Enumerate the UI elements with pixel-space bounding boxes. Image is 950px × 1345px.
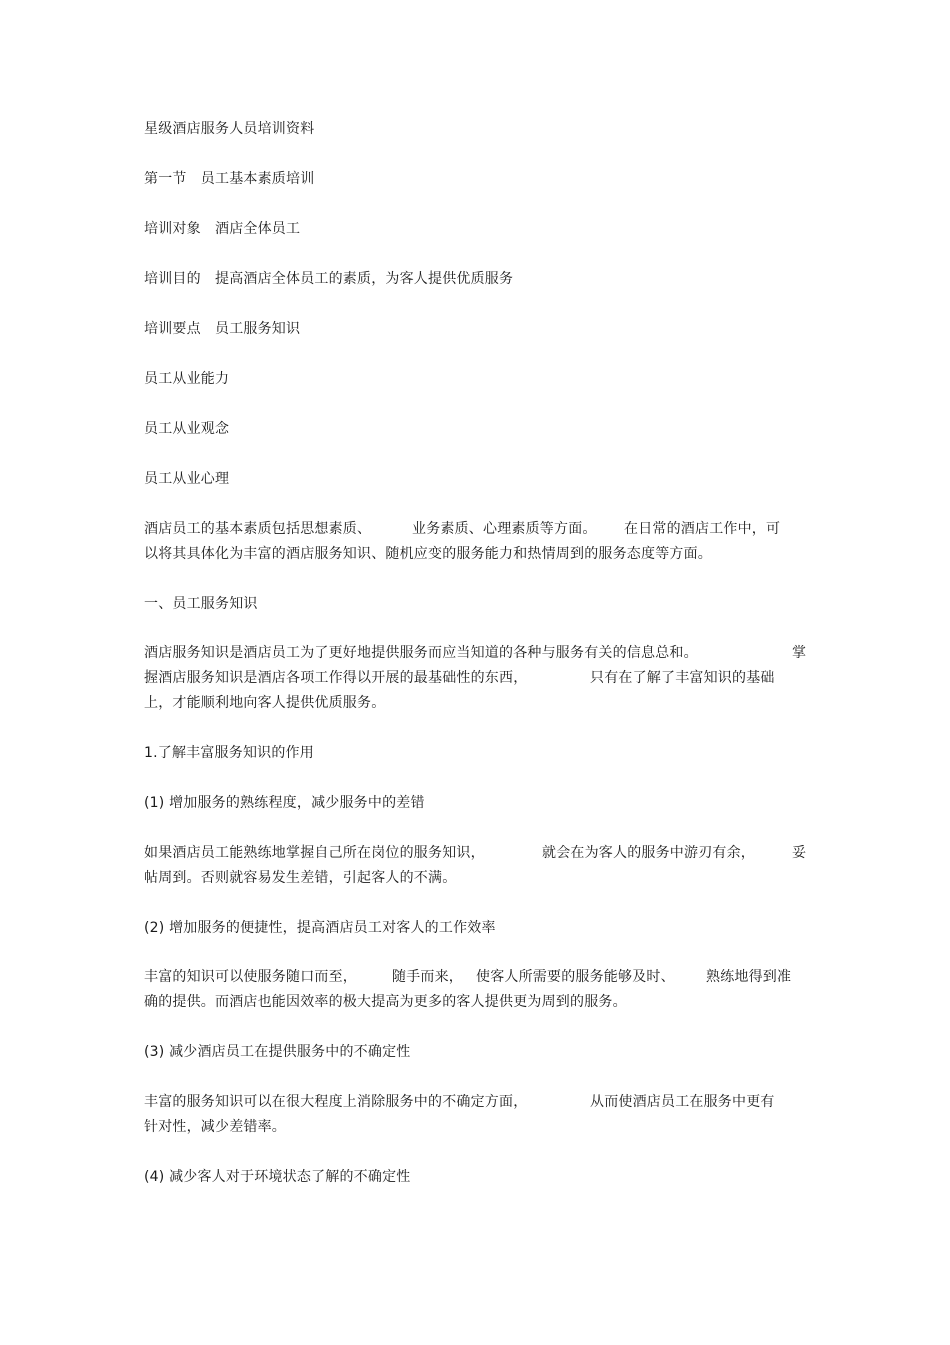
document-title: 星级酒店服务人员培训资料 [144, 121, 315, 137]
item1-line-1 [144, 842, 806, 864]
part1-line-1 [144, 642, 806, 664]
training-target: 培训对象 酒店全体员工 [144, 221, 301, 237]
item3-seg: 从而使酒店员工在服务中更有 [590, 1094, 775, 1110]
item2-heading: (2) 增加服务的便捷性，提高酒店员工对客人的工作效率 [144, 920, 496, 936]
item2-seg: 随手而来， [392, 969, 463, 985]
part1-heading: 一、员工服务知识 [144, 596, 258, 612]
key-point-ability: 员工从业能力 [144, 371, 230, 387]
item3-line-2: 针对性，减少差错率。 [144, 1119, 286, 1135]
part1-seg: 掌 [792, 645, 807, 661]
item1-heading: (1) 增加服务的熟练程度，减少服务中的差错 [144, 795, 425, 811]
item2-line-1 [144, 966, 806, 988]
part1-seg: 只有在了解了丰富知识的基础 [590, 670, 775, 686]
part1-line-3: 上，才能顺利地向客人提供优质服务。 [144, 695, 386, 711]
sub1-heading: 1.了解丰富服务知识的作用 [144, 745, 314, 761]
item1-seg: 就会在为客人的服务中游刃有余， [542, 845, 755, 861]
item3-seg: 丰富的服务知识可以在很大程度上消除服务中的不确定方面， [144, 1094, 528, 1110]
part1-seg: 酒店服务知识是酒店员工为了更好地提供服务而应当知道的各种与服务有关的信息总和。 [144, 645, 698, 661]
key-point-psychology: 员工从业心理 [144, 471, 230, 487]
item2-line-2: 确的提供。而酒店也能因效率的极大提高为更多的客人提供更为周到的服务。 [144, 994, 627, 1010]
item3-heading: (3) 减少酒店员工在提供服务中的不确定性 [144, 1044, 411, 1060]
intro-seg: 业务素质、心理素质等方面。 [412, 521, 597, 537]
intro-line-1 [144, 518, 804, 540]
section-heading: 第一节 员工基本素质培训 [144, 171, 315, 187]
intro-seg: 酒店员工的基本素质包括思想素质、 [144, 521, 372, 537]
item1-seg: 如果酒店员工能熟练地掌握自己所在岗位的服务知识， [144, 845, 485, 861]
training-key-points: 培训要点 员工服务知识 [144, 321, 301, 337]
item2-seg: 熟练地得到准 [706, 969, 792, 985]
part1-line-2 [144, 667, 806, 689]
part1-seg: 握酒店服务知识是酒店各项工作得以开展的最基础性的东西， [144, 670, 528, 686]
item3-line-1 [144, 1091, 806, 1113]
item2-seg: 使客人所需要的服务能够及时、 [476, 969, 675, 985]
training-purpose: 培训目的 提高酒店全体员工的素质，为客人提供优质服务 [144, 271, 514, 287]
item1-line-2: 帖周到。否则就容易发生差错，引起客人的不满。 [144, 870, 457, 886]
item4-heading: (4) 减少客人对于环境状态了解的不确定性 [144, 1169, 411, 1185]
item2-seg: 丰富的知识可以使服务随口而至， [144, 969, 357, 985]
intro-seg: 在日常的酒店工作中，可 [624, 521, 781, 537]
item1-seg: 妥 [792, 845, 807, 861]
intro-line-2: 以将其具体化为丰富的酒店服务知识、随机应变的服务能力和热情周到的服务态度等方面。 [144, 546, 712, 562]
key-point-concept: 员工从业观念 [144, 421, 230, 437]
